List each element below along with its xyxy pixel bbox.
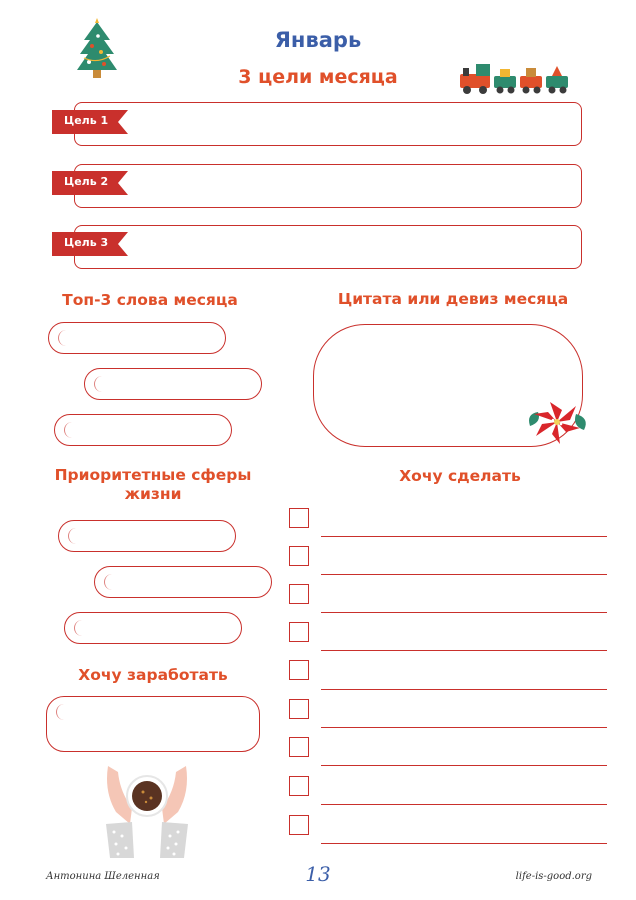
want-earn-heading: Хочу заработать	[78, 666, 228, 684]
todo-line[interactable]	[321, 765, 607, 766]
footer-site-link[interactable]: life-is-good.org	[515, 871, 592, 882]
goal-2-box[interactable]	[74, 164, 582, 208]
todo-checkbox[interactable]	[289, 508, 309, 528]
goal-1-ribbon	[52, 110, 128, 134]
priority-2-field[interactable]	[94, 566, 272, 598]
priorities-heading: Приоритетные сферы жизни	[54, 466, 252, 503]
goal-2-label: Цель 2	[64, 175, 109, 188]
quote-heading: Цитата или девиз месяца	[337, 290, 569, 308]
top-words-heading: Топ-3 слова месяца	[62, 291, 238, 309]
toy-train-icon	[458, 60, 580, 96]
todo-line[interactable]	[321, 727, 607, 728]
goal-3-ribbon	[52, 232, 128, 256]
want-do-heading: Хочу сделать	[399, 467, 521, 485]
todo-line[interactable]	[321, 843, 607, 844]
want-earn-field[interactable]	[46, 696, 260, 752]
todo-checkbox[interactable]	[289, 815, 309, 835]
todo-checkbox[interactable]	[289, 660, 309, 680]
christmas-tree-icon	[74, 18, 120, 82]
page-title: Январь	[274, 28, 362, 52]
todo-line[interactable]	[321, 536, 607, 537]
goal-3-label: Цель 3	[64, 236, 109, 249]
coffee-cup-hands-icon	[102, 762, 192, 860]
goals-heading: 3 цели месяца	[238, 66, 398, 88]
poinsettia-icon	[524, 396, 590, 446]
priority-1-field[interactable]	[58, 520, 236, 552]
top-word-2-field[interactable]	[84, 368, 262, 400]
footer-author: Антонина Шеленная	[46, 871, 160, 882]
todo-checkbox[interactable]	[289, 737, 309, 757]
goal-3-box[interactable]	[74, 225, 582, 269]
todo-checkbox[interactable]	[289, 546, 309, 566]
todo-checkbox[interactable]	[289, 622, 309, 642]
goal-1-box[interactable]	[74, 102, 582, 146]
todo-line[interactable]	[321, 689, 607, 690]
priority-3-field[interactable]	[64, 612, 242, 644]
page-number: 13	[305, 862, 331, 886]
top-word-3-field[interactable]	[54, 414, 232, 446]
goal-1-label: Цель 1	[64, 114, 109, 127]
todo-checkbox[interactable]	[289, 584, 309, 604]
todo-line[interactable]	[321, 574, 607, 575]
todo-checkbox[interactable]	[289, 776, 309, 796]
todo-line[interactable]	[321, 612, 607, 613]
todo-line[interactable]	[321, 650, 607, 651]
todo-checkbox[interactable]	[289, 699, 309, 719]
top-word-1-field[interactable]	[48, 322, 226, 354]
goal-2-ribbon	[52, 171, 128, 195]
todo-line[interactable]	[321, 804, 607, 805]
